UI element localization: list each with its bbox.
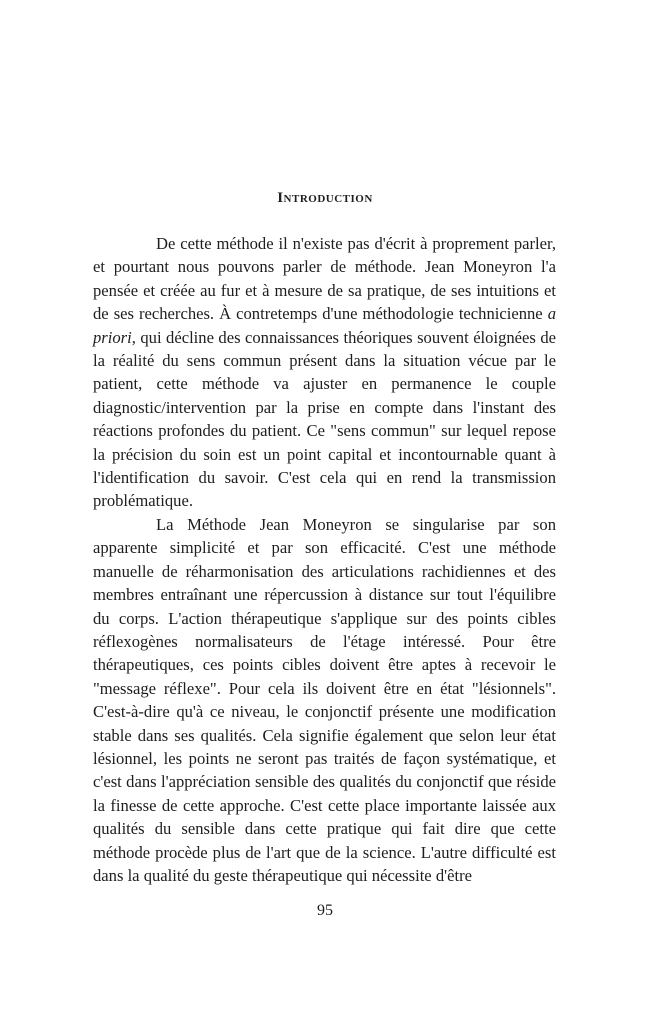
paragraph-1-text-start: De cette méthode il n'existe pas d'écrit à proprement parler, et pourtant nous pouvons parler de méthode. Jean Moneyron l'a pensée et créée au fur et à mesure de sa pratique, de ses intuitions et de ses recherches. À contretemps d'une méthodologie technicienne xyxy=(93,234,556,324)
paragraph-1 xyxy=(93,232,556,513)
paragraph-1-text-end: , qui décline des connaissances théoriques souvent éloignées de la réalité du sens commun présent dans la situation vécue par le patient, cette méthode va ajuster en permanence le couple diagnostic/intervention par la prise en compte dans l'instant des réactions profondes du patient. Ce "sens commun" sur lequel repose la précision du soin est un point capital et incontournable quant à l'identification du savoir. C'est cela qui en rend la transmission problématique. xyxy=(93,327,556,511)
page-number: 95 xyxy=(317,902,333,919)
chapter-heading: Introduction xyxy=(277,190,373,206)
paragraph-2: La Méthode Jean Moneyron se singularise par son apparente simplicité et par son efficacité. C'est une méthode manuelle de réharmonisation des articulations rachidiennes et des membres entraînant une répercussion à distance sur tout l'équilibre du corps. L'action thérapeutique s'applique sur des points cibles réflexogènes normalisateurs de l'étage intéressé. Pour être thérapeutiques, ces points cibles doivent être aptes à recevoir le "message réflexe". Pour cela ils doivent être en état "lésionnels". C'est-à-dire qu'à ce niveau, le conjonctif présente une modification stable dans ses qualités. Cela signifie également que selon leur état lésionnel, les points ne seront pas traités de façon systématique, et c'est dans l'appréciation sensible des qualités du conjonctif que réside la finesse de cette approche. C'est cette place importante laissée aux qualités du sensible dans cette pratique qui fait dire que cette méthode procède plus de l'art que de la science. L'autre difficulté est dans la qualité du geste thérapeutique qui nécessite d'être xyxy=(93,514,556,885)
paragraph-1-italic-term: a priori xyxy=(93,304,556,347)
body-text xyxy=(93,232,556,887)
